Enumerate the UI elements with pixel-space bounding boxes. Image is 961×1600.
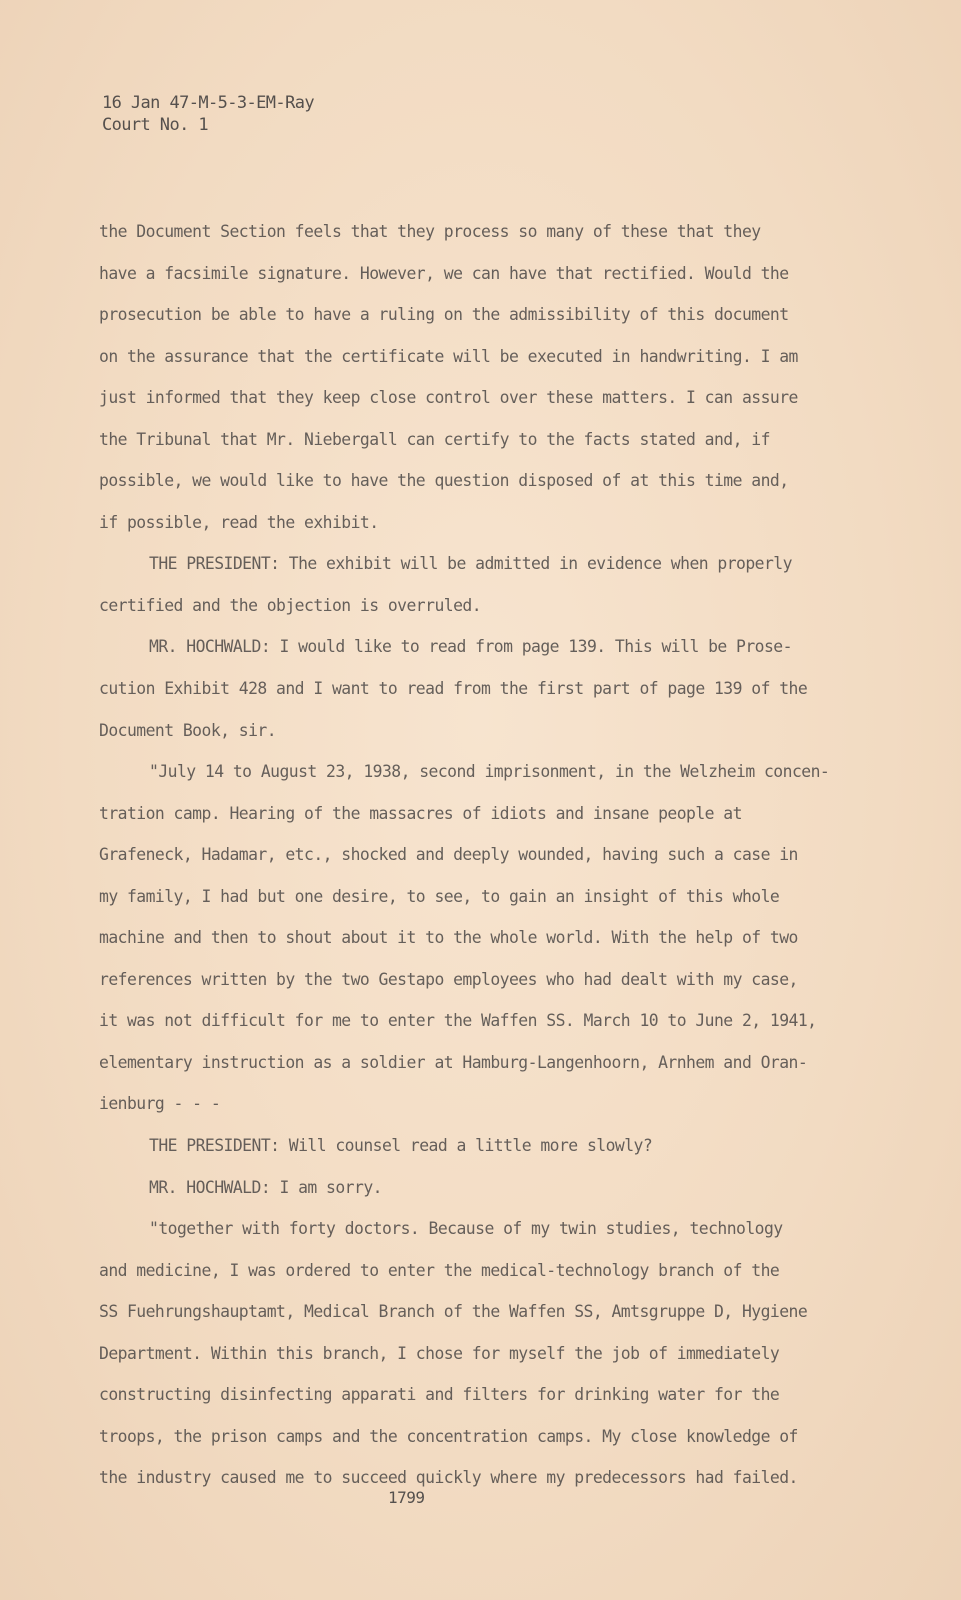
transcript-line: MR. HOCHWALD: I am sorry.	[149, 1177, 382, 1197]
transcript-line: the Document Section feels that they process so many of these that they	[99, 222, 761, 241]
transcript-line: my family, I had but one desire, to see, to gain an insight of this whole	[99, 886, 780, 906]
transcript-line: just informed that they keep close control over these matters. I can assure	[99, 388, 798, 408]
transcript-line: references written by the two Gestapo employees who had dealt with my case,	[99, 969, 798, 989]
transcript-line: tration camp. Hearing of the massacres of idiots and insane people at	[99, 803, 742, 823]
transcript-line: if possible, read the exhibit.	[99, 512, 379, 532]
transcript-line: and medicine, I was ordered to enter the medical-technology branch of the	[99, 1260, 780, 1280]
transcript-line: ienburg - - -	[99, 1094, 221, 1114]
transcript-line: machine and then to shout about it to the whole world. With the help of two	[99, 928, 798, 948]
transcript-line: elementary instruction as a soldier at Hamburg-Langenhoorn, Arnhem and Oran-	[99, 1052, 808, 1072]
transcript-body	[99, 217, 879, 1505]
transcript-line: THE PRESIDENT: Will counsel read a little more slowly?	[149, 1136, 653, 1156]
transcript-line: MR. HOCHWALD: I would like to read from page 139. This will be Prose-	[149, 637, 792, 657]
transcript-line: SS Fuehrungshauptamt, Medical Branch of the Waffen SS, Amtsgruppe D, Hygiene	[99, 1302, 808, 1322]
header-court: Court No. 1	[102, 115, 208, 135]
transcript-line: prosecution be able to have a ruling on the admissibility of this document	[99, 305, 789, 325]
transcript-line: the industry caused me to succeed quickly where my predecessors had failed.	[99, 1468, 798, 1488]
transcript-line: THE PRESIDENT: The exhibit will be admitted in evidence when properly	[149, 554, 792, 574]
transcript-line: "together with forty doctors. Because of my twin studies, technology	[149, 1219, 783, 1239]
transcript-line: certified and the objection is overruled.	[99, 595, 482, 615]
transcript-line: Department. Within this branch, I chose for myself the job of immediately	[99, 1343, 780, 1363]
page-number: 1799	[388, 1488, 425, 1507]
document-header	[102, 92, 314, 136]
transcript-line: Grafeneck, Hadamar, etc., shocked and deeply wounded, having such a case in	[99, 845, 798, 865]
transcript-line: cution Exhibit 428 and I want to read from the first part of page 139 of the	[99, 679, 808, 699]
transcript-line: "July 14 to August 23, 1938, second imprisonment, in the Welzheim concen-	[149, 762, 830, 782]
transcript-line: troops, the prison camps and the concentration camps. My close knowledge of	[99, 1426, 798, 1446]
transcript-line: the Tribunal that Mr. Niebergall can certify to the facts stated and, if	[99, 429, 770, 449]
transcript-line: possible, we would like to have the question disposed of at this time and,	[99, 471, 789, 491]
transcript-line: Document Book, sir.	[99, 720, 277, 740]
transcript-line: on the assurance that the certificate will be executed in handwriting. I am	[99, 346, 798, 366]
header-reference: 16 Jan 47-M-5-3-EM-Ray	[102, 93, 314, 113]
transcript-line: constructing disinfecting apparati and filters for drinking water for the	[99, 1385, 780, 1405]
transcript-line: it was not difficult for me to enter the Waffen SS. March 10 to June 2, 1941,	[99, 1011, 817, 1031]
transcript-line: have a facsimile signature. However, we can have that rectified. Would the	[99, 263, 789, 283]
